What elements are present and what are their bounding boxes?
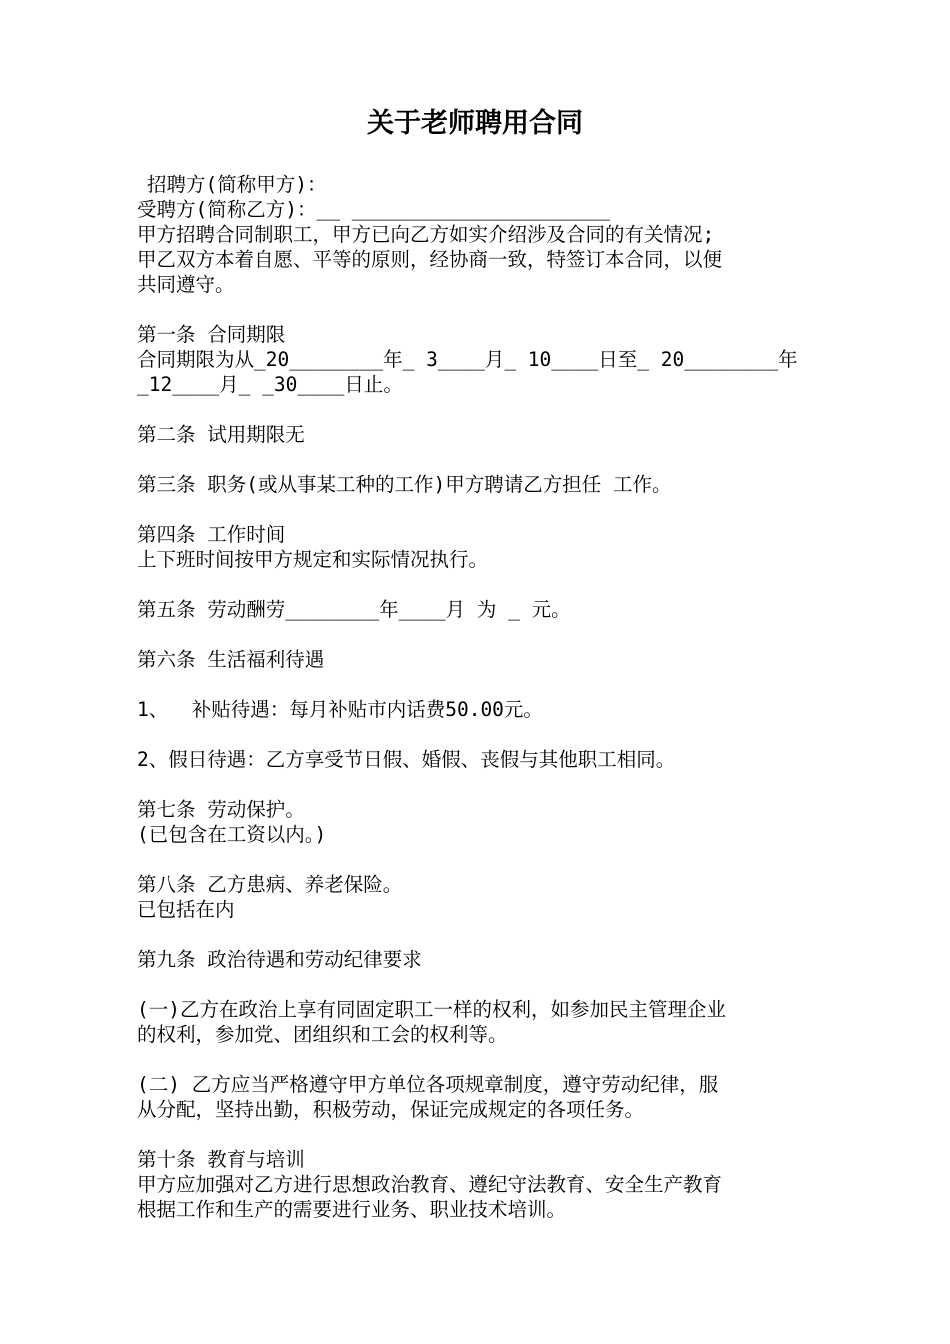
spacer: [137, 847, 817, 872]
spacer: [137, 572, 817, 597]
article-4-heading: 第四条 工作时间: [137, 523, 286, 546]
spacer: [137, 297, 817, 322]
spacer: [137, 972, 817, 997]
spacer: [137, 1122, 817, 1147]
intro-line-2: 甲乙双方本着自愿、平等的原则，经协商一致，特签订本合同，以便: [137, 248, 723, 271]
article-1-heading: 第一条 合同期限: [137, 323, 286, 346]
article-6-heading: 第六条 生活福利待遇: [137, 648, 325, 671]
article-9-item-1-line-1: (一)乙方在政治上享有同固定职工一样的权利，如参加民主管理企业: [137, 998, 726, 1021]
spacer: [137, 397, 817, 422]
spacer: [137, 497, 817, 522]
article-7-line-1: (已包含在工资以内。): [137, 823, 327, 846]
document-title: 关于老师聘用合同: [367, 108, 583, 139]
spacer: [137, 447, 817, 472]
article-2-heading: 第二条 试用期限无: [137, 423, 305, 446]
contract-body: [137, 172, 817, 1222]
article-8-line-1: 已包括在内: [137, 898, 235, 921]
spacer: [137, 772, 817, 797]
article-6-item-2: 2、假日待遇：乙方享受节日假、婚假、丧假与其他职工相同。: [137, 748, 676, 771]
article-1-line-1: 合同期限为从_20________年_ 3____月_ 10____日至_ 20________年: [137, 348, 798, 371]
article-10-line-1: 甲方应加强对乙方进行思想政治教育、遵纪守法教育、安全生产教育: [137, 1173, 723, 1196]
article-9-item-2-line-1: (二) 乙方应当严格遵守甲方单位各项规章制度，遵守劳动纪律，服: [137, 1073, 719, 1096]
article-6-item-1: 1、 补贴待遇：每月补贴市内话费50.00元。: [137, 698, 543, 721]
article-4-line-1: 上下班时间按甲方规定和实际情况执行。: [137, 548, 489, 571]
spacer: [137, 722, 817, 747]
employee-line: 受聘方(简称乙方)：__ ______________________: [137, 198, 610, 221]
spacer: [137, 672, 817, 697]
employer-line: 招聘方(简称甲方)：: [147, 173, 327, 196]
intro-line-3: 共同遵守。: [137, 273, 235, 296]
article-1-line-2: _12____月_ _30____日止。: [137, 373, 403, 396]
article-3-heading: 第三条 职务(或从事某工种的工作)甲方聘请乙方担任 工作。: [137, 473, 672, 496]
article-8-heading: 第八条 乙方患病、养老保险。: [137, 873, 403, 896]
article-7-heading: 第七条 劳动保护。: [137, 798, 305, 821]
spacer: [137, 622, 817, 647]
spacer: [137, 922, 817, 947]
article-10-heading: 第十条 教育与培训: [137, 1148, 305, 1171]
intro-line-1: 甲方招聘合同制职工，甲方已向乙方如实介绍涉及合同的有关情况;: [137, 223, 715, 246]
article-9-item-2-line-2: 从分配，坚持出勤，积极劳动，保证完成规定的各项任务。: [137, 1098, 645, 1121]
article-9-item-1-line-2: 的权利，参加党、团组织和工会的权利等。: [137, 1023, 508, 1046]
article-5-heading: 第五条 劳动酬劳________年____月 为 _ 元。: [137, 598, 571, 621]
spacer: [137, 1047, 817, 1072]
article-9-heading: 第九条 政治待遇和劳动纪律要求: [137, 948, 422, 971]
article-10-line-2: 根据工作和生产的需要进行业务、职业技术培训。: [137, 1198, 567, 1221]
